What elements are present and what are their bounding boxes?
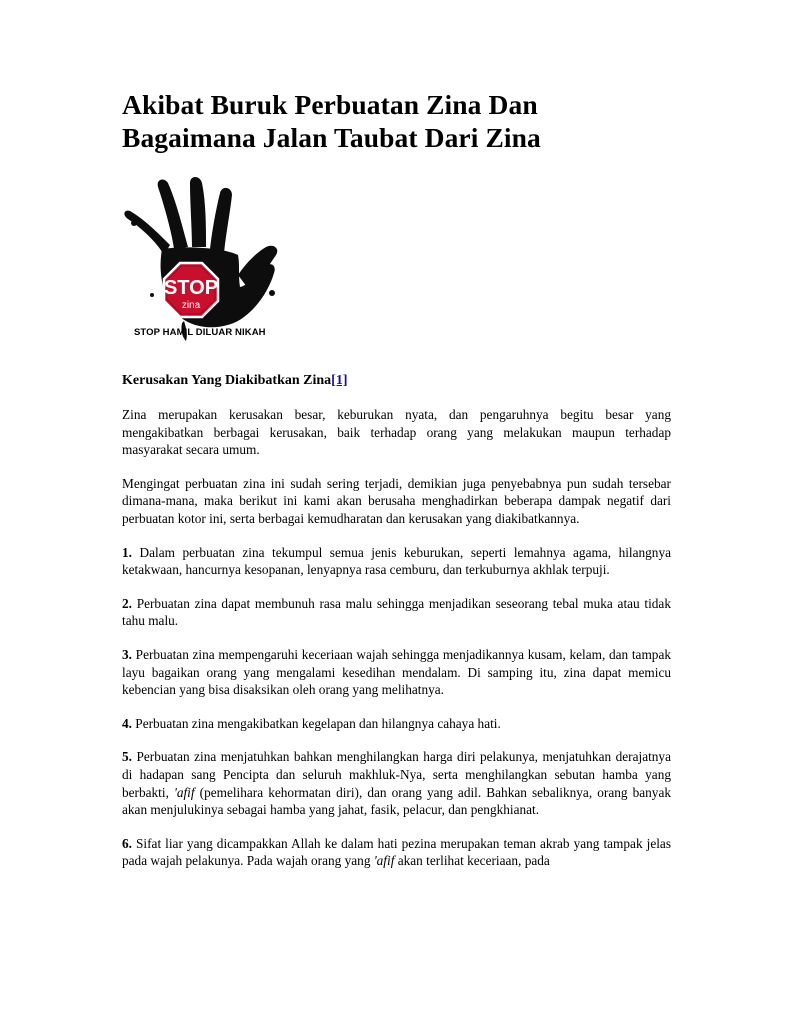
title-line-2: Bagaimana Jalan Taubat Dari Zina: [122, 122, 541, 153]
list-item-1: [122, 544, 671, 579]
list-item-2: [122, 595, 671, 630]
italic-term: 'afif: [373, 853, 395, 869]
logo-caption: STOP HAMIL DILUAR NIKAH: [134, 327, 266, 338]
item-number: 1.: [122, 544, 132, 560]
zina-label: zina: [181, 300, 201, 311]
paragraph-2: Mengingat perbuatan zina ini sudah sering terjadi, demikian juga penyebabnya pun sudah tersebar dimana-mana, maka berikut ini kami akan berusaha menghadirkan beberapa dampak negatif dari perbuatan kotor ini, serta berbagai kemudharatan dan kerusakan yang diakibatkannya.: [122, 475, 671, 526]
footnote-link[interactable]: [1]: [331, 373, 348, 388]
stop-label: STOP: [163, 277, 219, 299]
item-text-a: Sifat liar yang dicampakkan Allah ke dalam hati pezina merupakan teman akrab yang tampak jelas pada wajah pelakunya. Pada wajah orang yang: [122, 835, 671, 869]
list-item-5: [122, 748, 671, 818]
section-heading: [122, 372, 671, 390]
list-item-6: [122, 835, 671, 870]
list-item-4: [122, 715, 671, 733]
item-text: Perbuatan zina mengakibatkan kegelapan dan hilangnya cahaya hati.: [131, 715, 501, 731]
stop-sign-text: [122, 175, 282, 349]
item-number: 6.: [122, 835, 132, 851]
paragraph-1: Zina merupakan kerusakan besar, keburukan nyata, dan pengaruhnya begitu besar yang mengakibatkan berbagai kerusakan, baik terhadap orang yang melakukan maupun terhadap masyarakat secara umum.: [122, 407, 671, 458]
item-text: Perbuatan zina dapat membunuh rasa malu sehingga menjadikan seseorang tebal muka atau tidak tahu malu.: [122, 595, 671, 629]
section-heading-text: Kerusakan Yang Diakibatkan Zina: [122, 373, 332, 388]
item-text: Dalam perbuatan zina tekumpul semua jenis keburukan, seperti lemahnya agama, hilangnya ketakwaan, hancurnya kesopanan, lenyapnya rasa cemburu, dan terkuburnya akhlak terpuji.: [122, 544, 671, 578]
item-text: Perbuatan zina mempengaruhi keceriaan wajah sehingga menjadikannya kusam, kelam, dan tampak layu bagaikan orang yang mengalami kesedihan mendalam. Di samping itu, zina dapat memicu kebencian yang bisa disaksikan oleh orang yang melihatnya.: [122, 646, 671, 698]
title-line-1: Akibat Buruk Perbuatan Zina Dan: [122, 89, 538, 120]
item-number: 3.: [122, 646, 132, 662]
item-number: 4.: [122, 715, 132, 731]
item-text-a: Perbuatan zina menjatuhkan bahkan menghilangkan harga diri pelakunya, menjatuhkan derajatnya di hadapan sang Pencipta dan seluruh makhluk-Nya, serta menghilangkan sebutan hamba yang berbakti,: [122, 749, 671, 800]
item-number: 2.: [122, 595, 132, 611]
stop-zina-logo: [122, 175, 282, 349]
item-number: 5.: [122, 749, 132, 765]
item-text-b: akan terlihat keceriaan, pada: [394, 853, 550, 869]
item-text-b: (pemelihara kehormatan diri), dan orang yang adil. Bahkan sebaliknya, orang banyak akan menjulukinya sebagai hamba yang jahat, fasik, pelacur, dan pengkhianat.: [122, 784, 671, 818]
document-page: [122, 88, 671, 870]
list-item-3: [122, 646, 671, 699]
italic-term: 'afif: [173, 784, 195, 800]
page-title: [122, 88, 671, 154]
